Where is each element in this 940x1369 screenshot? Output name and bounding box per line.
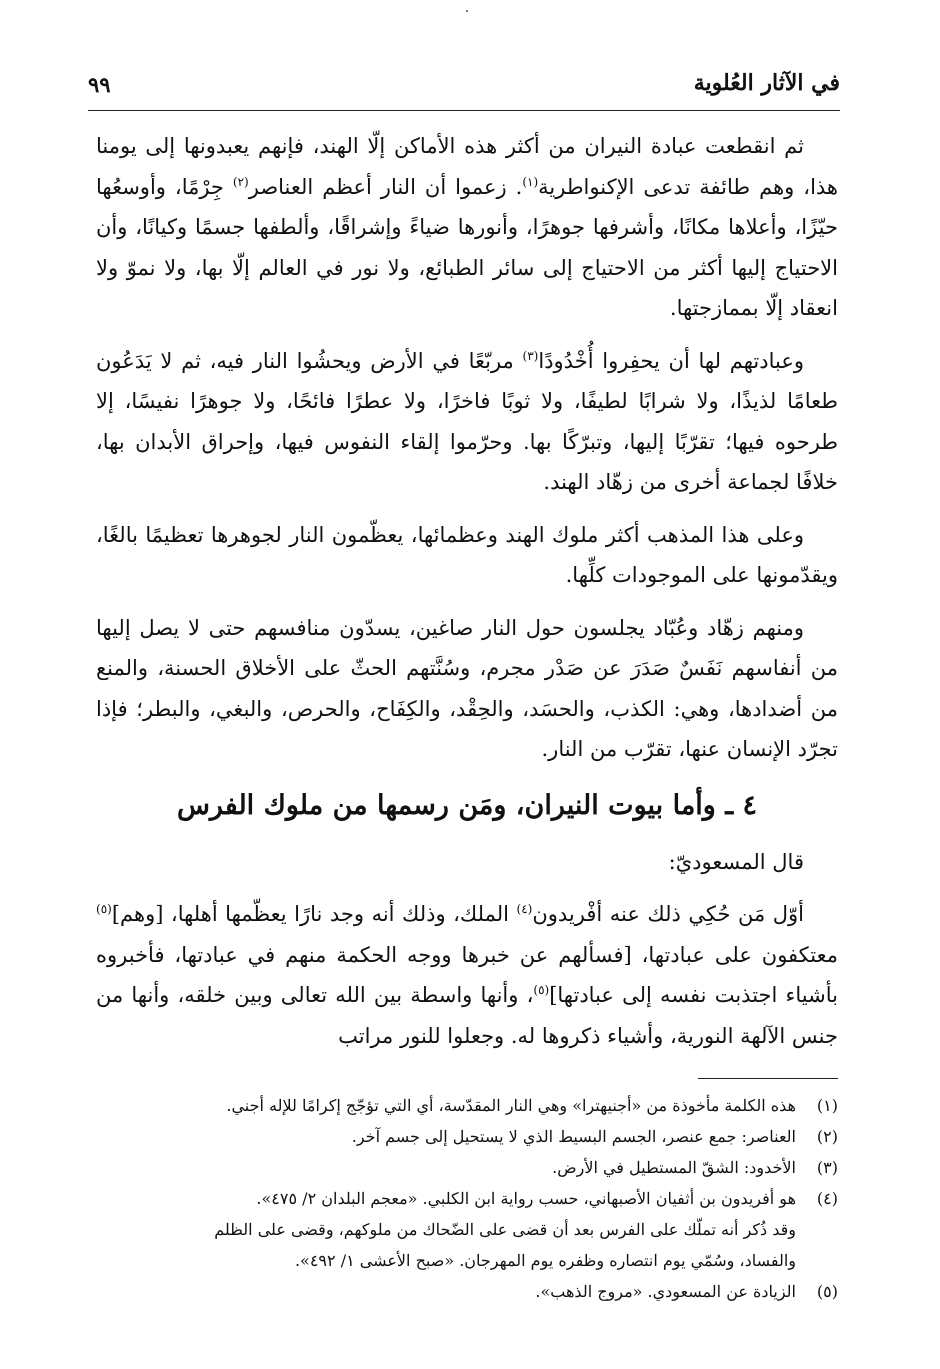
footnote-ref-3: (٣): [522, 348, 539, 363]
footnote-line: والفساد، وسُمّي يوم انتصاره وظفره يوم المهرجان. «صبح الأعشى ١/ ٤٩٢».: [294, 1251, 796, 1270]
main-text: [96, 126, 838, 1068]
paragraph-5-start: أوّل مَن حُكِي ذلك عنه أفْريدون: [532, 902, 804, 926]
footnote-ref-4: (٤): [516, 902, 533, 916]
paragraph-1-end: جِرْمًا، وأوسعُها حيّزًا، وأعلاها مكانًا، وأشرفها جوهرًا، وأنورها ضياءً وإشراقًا، وألطفها جسمًا وكيانًا، وأن الاحتياج إليها أكثر من الاحتياج إلى سائر الطبائع، ولا نور في العالم إلّا بها، ولا نموّ ولا انعقاد إلّا بممازجتها.: [96, 174, 838, 320]
paragraph-5-end: ، وأنها واسطة بين الله تعالى وبين خلقه، وأنها من جنس الآلهة النورية، وأشياء ذكروها له. وجعلوا للنور مراتب: [96, 983, 838, 1048]
paragraph-5-mid-2: معتكفون على عبادتها، [فسألهم عن خبرها ووجه الحكمة منهم في عبادتها، فأخبروه بأشياء اجتذبت نفسه إلى عبادتها]: [96, 942, 838, 1007]
footnote-ref-2: (٢): [232, 174, 249, 189]
footnote-line: العناصر: جمع عنصر، الجسم البسيط الذي لا يستحيل إلى جسم آخر.: [351, 1127, 796, 1146]
footnote-number: (٥): [816, 1282, 838, 1301]
paragraph-1: [96, 126, 838, 329]
footnote-line: الأخدود: الشقّ المستطيل في الأرض.: [552, 1158, 796, 1177]
running-title: في الآثار العُلوية: [693, 70, 840, 96]
paragraph-5-mid-1: الملك، وذلك أنه وجد نارًا يعظّمها أهلها، [وهم]: [111, 902, 517, 926]
quote-intro: قال المسعوديّ:: [668, 849, 804, 874]
footnote-text: [118, 1152, 796, 1183]
page-number: ٩٩: [88, 72, 111, 97]
footnote-number: (٤): [816, 1189, 838, 1208]
footnote-2: [118, 1121, 838, 1152]
footnote-text: [118, 1276, 796, 1307]
page-header: [88, 64, 840, 111]
footnote-number: (٣): [816, 1158, 838, 1177]
footnote-line: هذه الكلمة مأخوذة من «أجنيهترا» وهي النار المقدّسة، أي التي تؤجّج إكرامًا للإله أجني.: [226, 1096, 796, 1115]
paragraph-2-end: مربّعًا في الأرض ويحشُوا النار فيه، ثم لا يَدَعُون طعامًا لذيذًا، ولا شرابًا لطيفًا، ولا ثوبًا فاخرًا، ولا عطرًا فائحًا، ولا جوهرًا نفيسًا، إلا طرحوه فيها؛ تقرّبًا إليها، وتبرّكًا بها. وحرّموا إلقاء النفوس فيها، وإحراق الأبدان بها، خلافًا لجماعة أخرى من زهّاد الهند.: [96, 348, 838, 494]
footnote-4: [118, 1183, 838, 1276]
footnote-ref-1: (١): [522, 174, 539, 189]
footnote-text: [118, 1121, 796, 1152]
footnotes: [118, 1090, 838, 1307]
footnote-text: [118, 1183, 796, 1276]
footnote-line: وقد ذُكر أنه تملّك على الفرس بعد أن قضى على الضّحاك من ملوكهم، وقضى على الظلم: [214, 1220, 796, 1239]
footnote-5: [118, 1276, 838, 1307]
paragraph-4: ومنهم زهّاد وعُبّاد يجلسون حول النار صاغين، يسدّون منافسهم حتى لا يصل إليها من أنفاسهم نَفَسٌ صَدَرَ عن صَدْر مجرم، وسُنَّتهم الحثّ على الأخلاق الحسنة، والمنع من أضدادها، وهي: الكذب، والحسَد، والحِقْد، والكِفَاح، والحرص، والبغي، والبطر؛ فإذا تجرّد الإنسان عنها، تقرّب من النار.: [96, 615, 838, 761]
paragraph-2-start: وعبادتهم لها أن يحفِروا أُخْدُودًا: [538, 348, 804, 373]
footnote-number: (١): [816, 1096, 838, 1115]
footnote-1: [118, 1090, 838, 1121]
paragraph-1-mid: . زعموا أن النار أعظم العناصر: [248, 174, 523, 199]
footnote-line: الزيادة عن المسعودي. «مروج الذهب».: [535, 1282, 796, 1301]
paragraph-5: [96, 894, 838, 1056]
footnote-text: [118, 1090, 796, 1121]
paragraph-3: وعلى هذا المذهب أكثر ملوك الهند وعظمائها، يعظّمون النار لجوهرها تعظيمًا بالغًا، ويقدّمونها على الموجودات كلِّها.: [96, 522, 838, 587]
footnote-line: هو أفريدون بن أثفيان الأصبهاني، حسب رواية ابن الكلبي. «معجم البلدان ٢/ ٤٧٥».: [256, 1189, 796, 1208]
paragraph-2: [96, 341, 838, 503]
footnote-divider: [698, 1078, 838, 1079]
footnote-ref-5a: (٥): [96, 902, 112, 916]
scan-mark: [466, 10, 468, 12]
footnote-number: (٢): [816, 1127, 838, 1146]
paragraph-1-start: ثم انقطعت عبادة النيران من أكثر هذه الأماكن إلّا الهند، فإنهم يعبدونها إلى يومنا هذا، وهم طائفة تدعى الإكنواطرية: [96, 134, 839, 199]
footnote-3: [118, 1152, 838, 1183]
footnote-ref-5b: (٥): [533, 983, 550, 997]
section-heading: ٤ ـ وأما بيوت النيران، ومَن رسمها من ملوك الفرس: [176, 789, 758, 821]
